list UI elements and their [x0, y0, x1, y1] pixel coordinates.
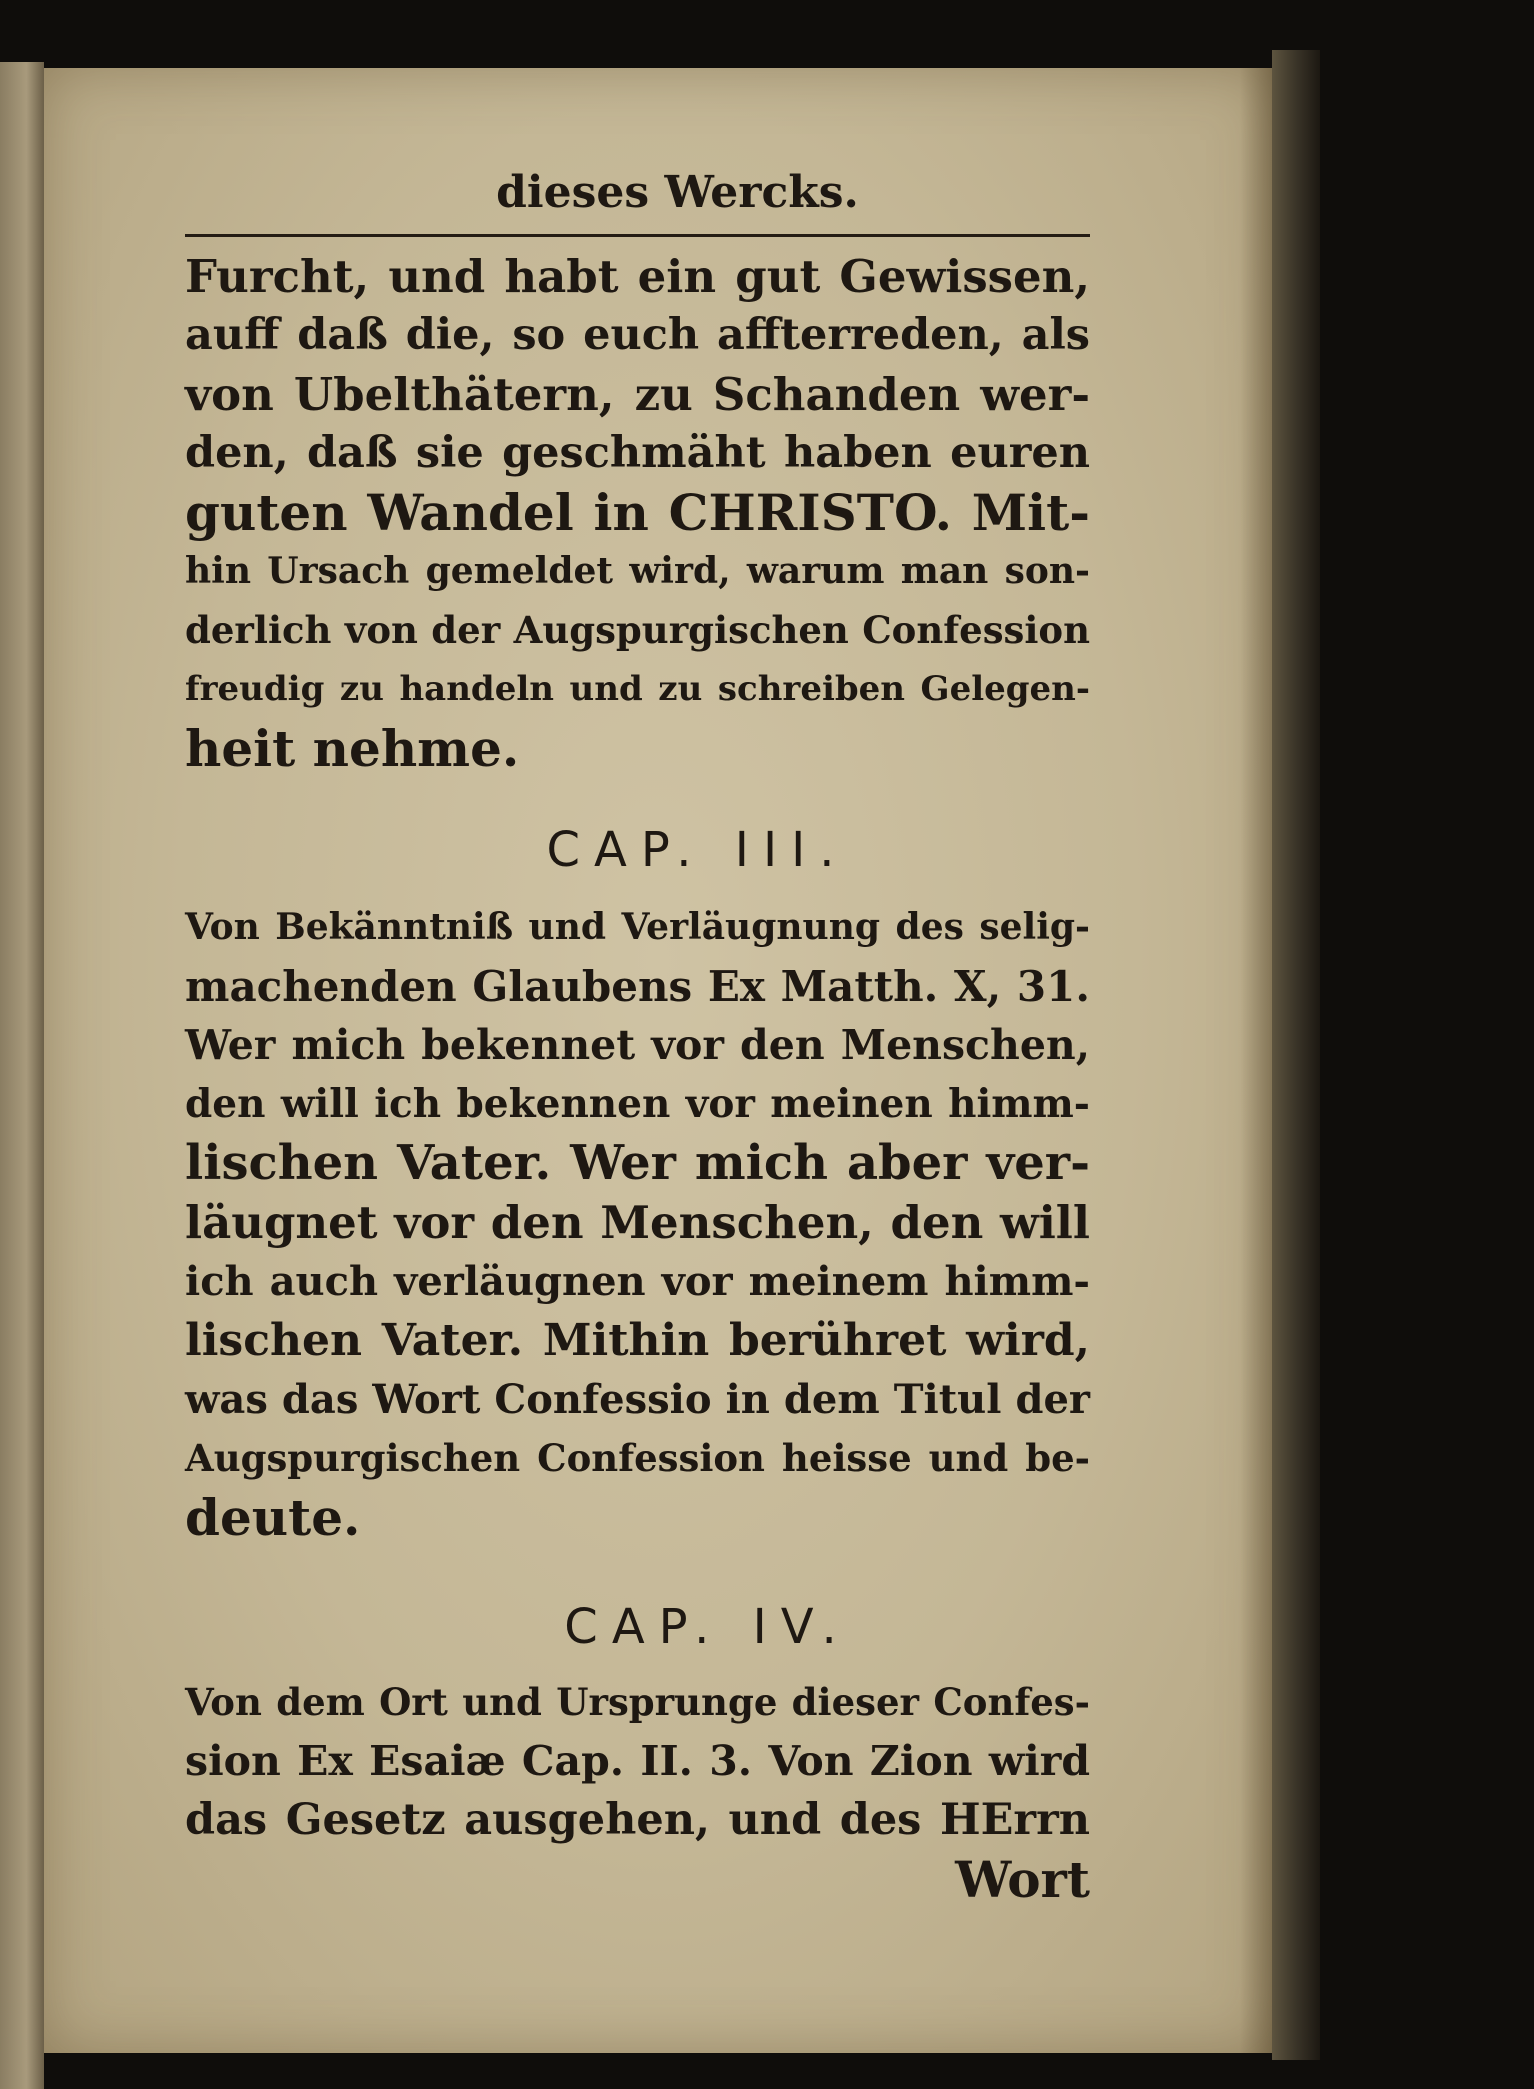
text-line: lischen Vater. Wer mich aber ver- [185, 1135, 1090, 1191]
text-line: freudig zu handeln und zu schreiben Gelegen- [185, 669, 1090, 709]
left-page-edge [0, 62, 44, 2089]
text-line: sion Ex Esaiæ Cap. II. 3. Von Zion wird [185, 1737, 1090, 1785]
text-line: derlich von der Augspurgischen Confession [185, 608, 1090, 652]
text-line: von Ubelthätern, zu Schanden wer- [185, 368, 1090, 421]
text-line: Furcht, und habt ein gut Gewissen, [185, 250, 1090, 303]
text-line: Wer mich bekennet vor den Menschen, [185, 1021, 1090, 1069]
text-line: lischen Vater. Mithin berühret wird, [185, 1315, 1090, 1366]
text-line: machenden Glaubens Ex Matth. X, 31. [185, 962, 1090, 1011]
text-line: Von Bekänntniß und Verläugnung des selig- [185, 906, 1090, 948]
running-title: dieses Wercks. [496, 167, 859, 218]
text-line: das Gesetz ausgehen, und des HErrn [185, 1795, 1090, 1845]
chapter-heading-4: CAP. IV. [564, 1599, 851, 1655]
text-line: auff daß die, so euch affterreden, als [185, 310, 1090, 360]
text-line: hin Ursach gemeldet wird, warum man son- [185, 550, 1090, 592]
chapter-3-text [185, 898, 1090, 1547]
intro-paragraph [185, 247, 1090, 778]
chapter-4-text [185, 1673, 1090, 1909]
catchword: Wort [955, 1850, 1090, 1909]
text-line: ich auch verläugnen vor meinem himm- [185, 1258, 1090, 1305]
chapter-heading-3: CAP. III. [546, 822, 849, 878]
text-line: Von dem Ort und Ursprunge dieser Confes- [185, 1680, 1090, 1724]
text-line: deute. [185, 1488, 361, 1547]
text-line: guten Wandel in CHRISTO. Mit- [185, 483, 1090, 542]
page-content [185, 158, 1090, 1909]
text-line: was das Wort Confessio in dem Titul der [185, 1376, 1090, 1423]
book-spine [1272, 50, 1320, 2060]
header-rule [185, 234, 1090, 237]
text-line: Augspurgischen Confession heisse und be- [185, 1436, 1090, 1480]
text-line: läugnet vor den Menschen, den will [185, 1196, 1090, 1249]
text-line: heit nehme. [185, 719, 520, 778]
text-line: den, daß sie geschmäht haben euren [185, 428, 1090, 478]
text-line: den will ich bekennen vor meinen himm- [185, 1081, 1090, 1127]
page-gutter-shadow [1240, 68, 1272, 2053]
